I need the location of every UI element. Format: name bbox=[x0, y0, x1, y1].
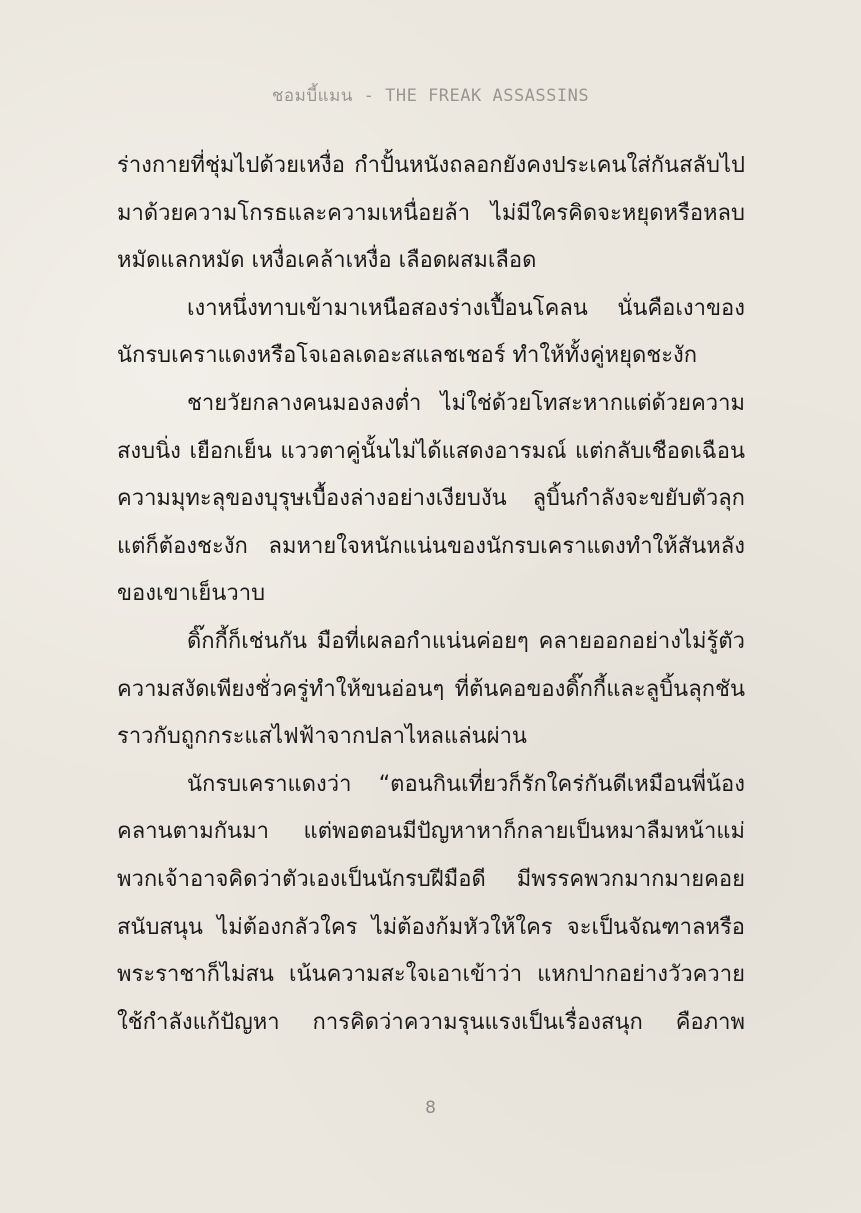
text-line: หมัดแลกหมัด เหงื่อเคล้าเหงื่อ เลือดผสมเลือด bbox=[117, 248, 537, 274]
text-line: ใช้กำลังแก้ปัญหา การคิดว่าความรุนแรงเป็นเรื่องสนุก คือภาพ bbox=[117, 1009, 745, 1035]
text-line: แต่ก็ต้องชะงัก ลมหายใจหนักแน่นของนักรบเคราแดงทำให้สันหลัง bbox=[117, 533, 745, 559]
text-line: พวกเจ้าอาจคิดว่าตัวเองเป็นนักรบฝีมือดี มีพรรคพวกมากมายคอย bbox=[117, 866, 745, 892]
text-line: นักรบเคราแดงว่า “ตอนกินเที่ยวก็รักใคร่กันดีเหมือนพี่น้อง bbox=[187, 771, 745, 797]
text-line: ชายวัยกลางคนมองลงต่ำ ไม่ใช่ด้วยโทสะหากแต่ด้วยความ bbox=[187, 390, 745, 416]
text-line: พระราชาก็ไม่สน เน้นความสะใจเอาเข้าว่า แหกปากอย่างวัวควาย bbox=[117, 962, 745, 988]
text-line: คลานตามกันมา แต่พอตอนมีปัญหาหาก็กลายเป็นหมาลืมหน้าแม่ bbox=[117, 819, 745, 845]
body-text bbox=[117, 142, 745, 1046]
text-line: สงบนิ่ง เยือกเย็น แววตาคู่นั้นไม่ได้แสดงอารมณ์ แต่กลับเชือดเฉือน bbox=[117, 438, 745, 464]
text-line: เงาหนึ่งทาบเข้ามาเหนือสองร่างเปื้อนโคลน นั่นคือเงาของ bbox=[187, 295, 745, 321]
running-header: ชอมบี้แมน - THE FREAK ASSASSINS bbox=[271, 86, 590, 106]
text-line: มาด้วยความโกรธและความเหนื่อยล้า ไม่มีใครคิดจะหยุดหรือหลบ bbox=[117, 200, 745, 226]
text-line: ความมุทะลุของบุรุษเบื้องล่างอย่างเงียบงัน ลูบิ้นกำลังจะขยับตัวลุก bbox=[117, 486, 745, 512]
text-line: ของเขาเย็นวาบ bbox=[117, 581, 266, 607]
text-line: ราวกับถูกกระแสไฟฟ้าจากปลาไหลแล่นผ่าน bbox=[117, 724, 527, 750]
text-line: นักรบเคราแดงหรือโจเอลเดอะสแลชเชอร์ ทำให้ทั้งคู่หยุดชะงัก bbox=[117, 343, 698, 369]
text-line: ร่างกายที่ชุ่มไปด้วยเหงื่อ กำปั้นหนังถลอกยังคงประเคนใส่กันสลับไป bbox=[117, 153, 745, 178]
page-number: 8 bbox=[425, 1098, 436, 1118]
text-line: ความสงัดเพียงชั่วครู่ทำให้ขนอ่อนๆ ที่ต้นคอของดิ๊กกี้และลูบิ้นลุกชัน bbox=[117, 676, 745, 702]
text-line: สนับสนุน ไม่ต้องกลัวใคร ไม่ต้องก้มหัวให้ใคร จะเป็นจัณฑาลหรือ bbox=[117, 914, 745, 940]
text-line: ดิ๊กกี้ก็เช่นกัน มือที่เผลอกำแน่นค่อยๆ คลายออกอย่างไม่รู้ตัว bbox=[187, 628, 745, 654]
